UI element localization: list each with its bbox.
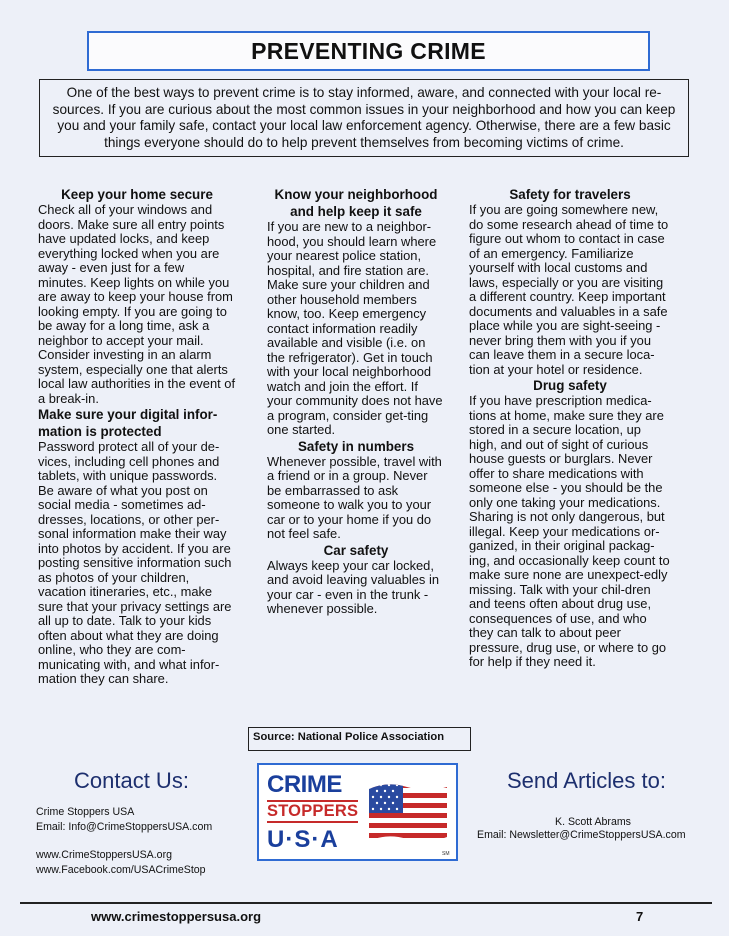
column-middle: [267, 186, 445, 617]
drug-safety-heading: Drug safety: [533, 378, 607, 393]
column-right: [469, 186, 671, 670]
drug-safety-body: If you have prescription medica-tions at home, make sure they are stored in a secure location, up high, and out of sight of curious house guests or burglars. Never offer to share medications with someone else - you should be the only one taking your medications. Sharing is not only dangerous, but illegal. Keep your medications or-ganized, in their original packag-ing, and occasionally keep count to make sure none are unexpect-edly missing. Talk with your chil-dren and teens often about drug use, consequences of use, and who they can talk to about peer pressure, drug use, or where to go for help if they need it.: [469, 393, 670, 669]
contact-facebook-link[interactable]: www.Facebook.com/USACrimeStop: [36, 864, 206, 876]
home-secure-heading: Keep your home secure: [61, 187, 213, 202]
send-name: K. Scott Abrams: [555, 816, 631, 828]
footer-divider: [20, 902, 712, 904]
travelers-body: If you are going somewhere new, do some research ahead of time to figure out whom to contact in case of an emergency. Familiarize yourself with local customs and laws, especially or you are visiting a different country. Keep important documents and valuables in a safe place while you are sight-seeing - never bring them with you if you can leave them in a secure loca-tion at your hotel or residence.: [469, 202, 669, 377]
neighborhood-heading: Know your neighborhood and help keep it safe: [274, 187, 438, 219]
source-note: Source: National Police Association: [248, 727, 471, 751]
contact-heading: Contact Us:: [74, 768, 189, 793]
column-left: [38, 186, 236, 687]
logo-word-crime: CRIME: [267, 771, 342, 798]
home-secure-body: Check all of your windows and doors. Make sure all entry points have updated locks, and keep everything locked when you are away - even just for a few minutes. Keep lights on while you are away to keep your house from looking empty. If you are going to be away for a long time, ask a neighbor to accept your mail. Consider investing in an alarm system, especially one that alerts local law authorities in the event of a break-in.: [38, 202, 236, 406]
car-safety-heading: Car safety: [323, 542, 389, 558]
send-articles-heading: Send Articles to:: [507, 768, 666, 793]
safety-numbers-body: Whenever possible, travel with a friend or in a group. Never be embarrassed to ask someone to walk you to your car or to your home if you do not feel safe.: [267, 453, 442, 541]
car-safety-body: Always keep your car locked, and avoid leaving valuables in your car - even in the trunk - whenever possible.: [267, 557, 439, 616]
footer-website-link[interactable]: www.crimestoppersusa.org: [91, 909, 262, 924]
digital-info-heading: Make sure your digital infor-mation is protected: [38, 407, 218, 439]
page-number: 7: [636, 909, 644, 924]
logo-word-stoppers: STOPPERS: [267, 801, 358, 823]
page-title: PREVENTING CRIME: [87, 31, 650, 71]
crime-stoppers-logo: [257, 763, 458, 861]
logo-service-mark: SM: [442, 851, 450, 857]
digital-info-body: Password protect all of your de-vices, including cell phones and tablets, with unique passwords. Be aware of what you post on social media - sometimes ad-dresses, locations, or other per-sonal information make their way into photos by accident. If you are posting sensitive information such as photos of your children, vacation itineraries, etc., make sure that your privacy settings are all up to date. Talk to your kids often about what they are doing online, who they are com-municating with, and what infor-mation they can share.: [38, 439, 232, 686]
intro-paragraph: One of the best ways to prevent crime is to stay informed, aware, and connected with your local re-sources. If you are curious about the most common issues in your neighborhood and how you can keep you and your family safe, contact your local law enforcement agency. Otherwise, there are a few basic things everyone should do to help prevent themselves from becoming victims of crime.: [39, 79, 689, 157]
neighborhood-body: If you are new to a neighbor-hood, you should learn where your nearest police station, hospital, and fire station are. Make sure your children and other household members know, too. Keep emergency contact information readily available and visible (i.e. on the refrigerator). Get in touch with your local neighborhood watch and join the effort. If your community does not have a program, consider get-ting one started.: [267, 219, 443, 437]
american-flag-icon: [367, 779, 449, 849]
send-email[interactable]: Email: Newsletter@CrimeStoppersUSA.com: [477, 829, 686, 841]
logo-word-usa: U·S·A: [267, 826, 339, 853]
contact-website-link[interactable]: www.CrimeStoppersUSA.org: [36, 849, 172, 861]
travelers-heading: Safety for travelers: [509, 187, 631, 202]
contact-org: Crime Stoppers USA: [36, 806, 135, 818]
contact-email[interactable]: Email: Info@CrimeStoppersUSA.com: [36, 821, 213, 833]
safety-numbers-heading: Safety in numbers: [297, 438, 415, 454]
